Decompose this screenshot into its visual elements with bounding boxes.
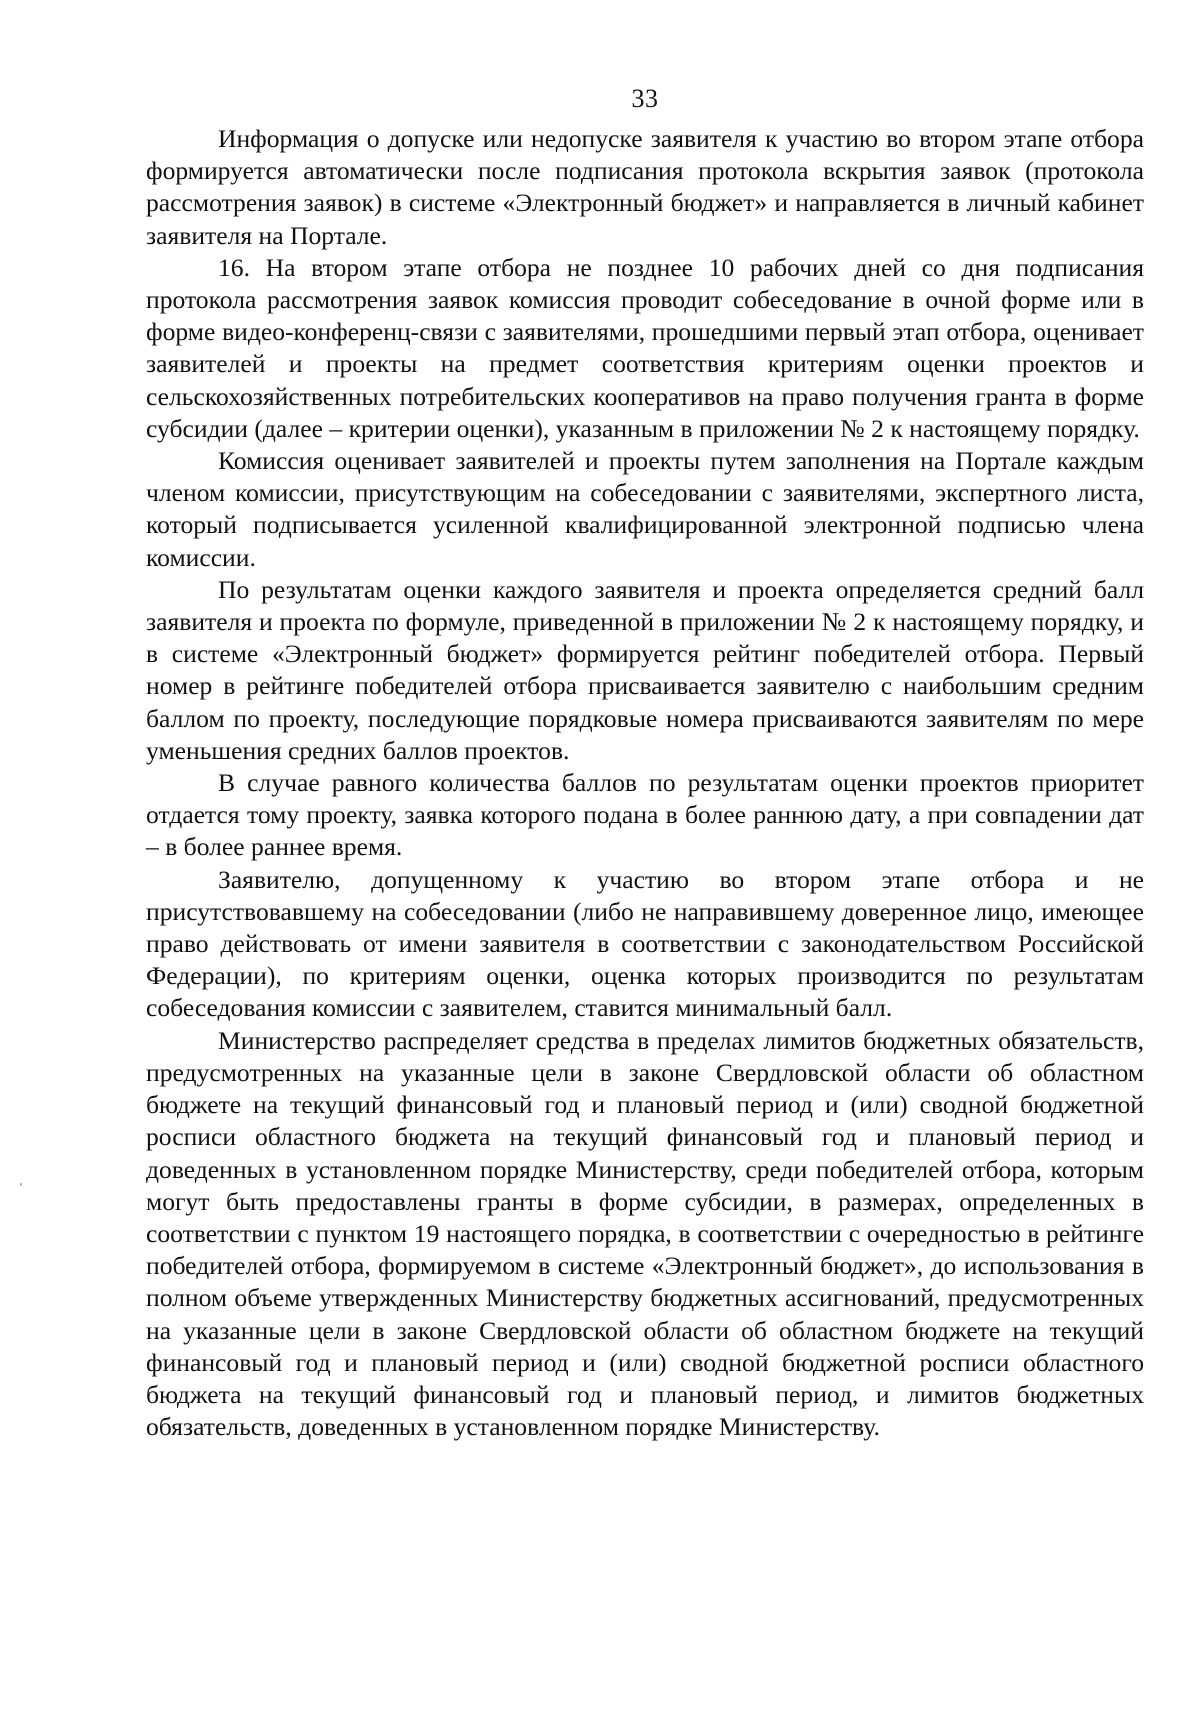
paragraph-funds-distribution: Министерство распределяет средства в пределах лимитов бюджетных обязательств, предусмотренных на указанные цели в законе Свердловской области об областном бюджете на текущий финансовый год и плановый период и (или) сводной бюджетной росписи областного бюджета на текущий финансовый год и плановый период и доведенных в установленном порядке Министерству, среди победителей отбора, которым могут быть предоставлены гранты в форме субсидии, в размерах, определенных в соответствии с пунктом 19 настоящего порядка, в соответствии с очередностью в рейтинге победителей отбора, формируемом в системе «Электронный бюджет», до использования в полном объеме утвержденных Министерству бюджетных ассигнований, предусмотренных на указанные цели в законе Свердловской области об областном бюджете на текущий финансовый год и плановый период и (или) сводной бюджетной росписи областного бюджета на текущий финансовый год и плановый период, и лимитов бюджетных обязательств, доведенных в установленном порядке Министерству. [146,1025,1144,1442]
paragraph-item-16: 16. На втором этапе отбора не позднее 10 рабочих дней со дня подписания протокола рассмотрения заявок комиссия проводит собеседование в очной форме или в форме видео-конференц-связи с заявителями, прошедшими первый этап отбора, оценивает заявителей и проекты на предмет соответствия критериям оценки проектов и сельскохозяйственных потребительских кооперативов на право получения гранта в форме субсидии (далее – критерии оценки), указанным в приложении № 2 к настоящему порядку. [146,252,1144,443]
paragraph-minimal-score: Заявителю, допущенному к участию во втором этапе отбора и не присутствовавшему на собеседовании (либо не направившему доверенное лицо, имеющее право действовать от имени заявителя в соответствии с законодательством Российской Федерации), по критериям оценки, оценка которых производится по результатам собеседования комиссии с заявителем, ставится минимальный балл. [146,864,1144,1023]
document-body [146,123,1144,1443]
page-number: 33 [631,84,659,113]
paragraph-equal-scores: В случае равного количества баллов по результатам оценки проектов приоритет отдается тому проекту, заявка которого подана в более раннюю дату, а при совпадении дат – в более раннее время. [146,768,1144,862]
paragraph-rating: По результатам оценки каждого заявителя и проекта определяется средний балл заявителя и проекта по формуле, приведенной в приложении № 2 к настоящему порядку, и в системе «Электронный бюджет» формируется рейтинг победителей отбора. Первый номер в рейтинге победителей отбора присваивается заявителю с наибольшим средним баллом по проекту, последующие порядковые номера присваиваются заявителям по мере уменьшения средних баллов проектов. [146,574,1144,765]
paragraph-commission-evaluation: Комиссия оценивает заявителей и проекты путем заполнения на Портале каждым членом комиссии, присутствующим на собеседовании с заявителями, экспертного листа, который подписывается усиленной квалифицированной электронной подписью члена комиссии. [146,446,1144,572]
paragraph-admission-info: Информация о допуске или недопуске заявителя к участию во втором этапе отбора формируется автоматически после подписания протокола вскрытия заявок (протокола рассмотрения заявок) в системе «Электронный бюджет» и направляется в личный кабинет заявителя на Портале. [146,124,1144,250]
scan-artifact-mark [20,1183,22,1186]
